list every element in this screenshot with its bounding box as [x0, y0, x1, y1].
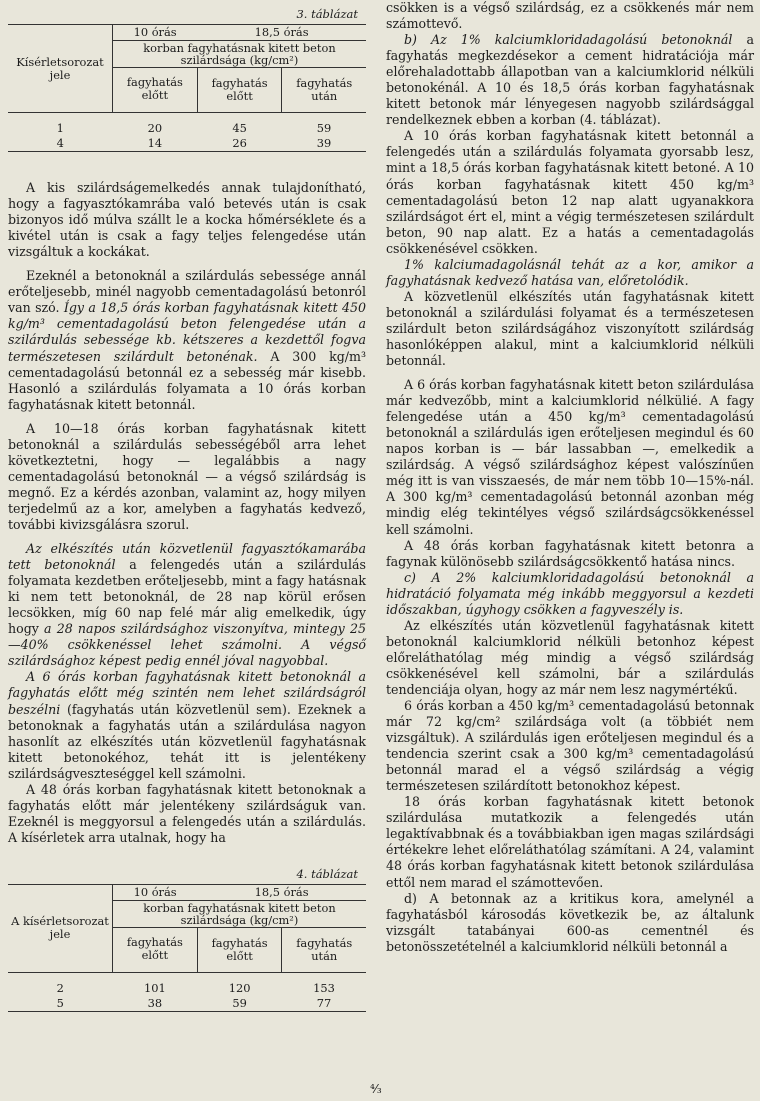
table-3-row-id: 1 [56, 121, 64, 136]
table-4-span-header: korban fagyhatásnak kitett beton szilárdsága (kg/cm²) [113, 900, 367, 927]
paragraph: Az elkészítés után közvetlenül fagyasztókamarába tett betonoknál a felengedés után a szilárdulás folyamata kezdetben erőteljesebb, mint a fagy hatásnak ki nem tett betonoknál, de 28 nap körül erősen lecsökken, míg 60 nap felé már alig emelkedik, úgy hogy a 28 napos szilárdsághoz viszonyítva, mintegy 25—40% csökkenéssel lehet számolni. A végső szilárdsághoz képest pedig ennél jóval nagyobbal. [8, 541, 366, 669]
paragraph: A 6 órás korban fagyhatásnak kitett betonoknál a fagyhatás előtt még szintén nem lehet szilárdságról beszélni (fagyhatás után közvetlenül sem). Ezeknek a betonoknak a fagyhatás után a szilárdulása nagyon hasonlít az elkészítés után közvetlenül fagyhatásnak kitett betonokéhoz, tehát itt is jelentékeny szilárdságveszteséggel kell számolni. [8, 669, 366, 781]
table-row [8, 981, 366, 996]
left-column [8, 0, 366, 1012]
table-3-sub3: fagyhatás után [282, 68, 366, 113]
paragraph: b) Az 1% kalciumkloridadagolású betonoknál a fagyhatás megkezdésekor a cement hidratációja már előrehaladottabb állapotban van a kalciumklorid nélküli betonokénál. A 10 és 18,5 órás korban fagyhatásnak kitett betonok már lényegesen nagyobb szilárdsággal rendelkeznek ebben a korban (4. táblázat). [386, 32, 754, 128]
table-4-sub3: fagyhatás után [282, 927, 366, 972]
table-4-caption: 4. táblázat [296, 866, 358, 881]
paragraph: csökken is a végső szilárdság, ez a csökkenés már nem számottevő. [386, 0, 754, 32]
paragraph: Az elkészítés után közvetlenül fagyhatásnak kitett betonoknál kalciumklorid nélküli betonhoz képest előreláthatólag még mindig a végső szilárdság csökkenésével kell számolni, bár a szilárdulás tendenciája olyan, hogy az már nem lesz nagymértékű. [386, 617, 754, 697]
table-3-cell: 45 [232, 121, 247, 136]
table-row [8, 996, 366, 1012]
paragraph: A 10 órás korban fagyhatásnak kitett betonnál a felengedés után a szilárdulás folyamata gyorsabb lesz, mint a 18,5 órás korban fagyhatásnak kitett betoné. A 10 órás korban fagyhatásnak kitett 450 kg/m³ cementadagolású beton 12 nap alatt ugyanakkora szilárdságot ért el, mint a végig természetesen szilárdult beton, 90 nap alatt. Ez a hatás a cementadagolás csökkenésével csökken. [386, 128, 754, 256]
table-3-span-header: korban fagyhatásnak kitett beton szilárdsága (kg/cm²) [113, 41, 367, 68]
table-4-cell: 38 [113, 996, 198, 1012]
table-3-caption: 3. táblázat [296, 7, 358, 21]
table-row [8, 136, 366, 152]
paragraph: A közvetlenül elkészítés után fagyhatásnak kitett betonoknál a szilárdulási folyamat és a természetesen szilárdult beton szilárdságához viszonyított szilárdság hasonlóképpen alakul, mint a kalciumklorid nélküli betonnál. [386, 288, 754, 369]
paragraph: A 6 órás korban fagyhatásnak kitett beton szilárdulása már kedvezőbb, mint a kalciumklorid nélkülié. A fagy felengedése után a 450 kg/m³ cementadagolású betonoknál a szilárdulás igen erőteljesen megindul és 60 napos korban is — bár lassabban —, emelkedik a szilárdság. A végső szilárdsághoz képest valószínűen még itt is van visszaesés, de már nem több 10—15%-nál. A 300 kg/m³ cementadagolású betonnál azonban még mindig elég tekintélyes végső szilárdságcsökkenéssel kell számolni. [386, 377, 754, 537]
table-3-sub1: fagyhatás előtt [113, 68, 198, 113]
paragraph: Ezeknél a betonoknál a szilárdulás sebessége annál erőteljesebb, minél nagyobb cementadagolású betonról van szó. Így a 18,5 órás korban fagyhatásnak kitett 450 kg/m³ cementadagolású beton felengedése után a szilárdulás sebessége kb. kétszeres a kezdettől fogva természetesen szilárdult betonénak. A 300 kg/m³ cementadagolású betonnál ez a sebesség már kisebb. Hasonló a szilárdulás folyamata a 10 órás korban fagyhatásnak kitett betonnál. [8, 268, 366, 412]
table-4-row-id: 2 [56, 980, 64, 995]
paragraph: A 10—18 órás korban fagyhatásnak kitett betonoknál a szilárdulás sebességéből arra lehet következtetni, hogy — legalábbis a nagy cementadagolású betonoknál — a végső szilárdság is megnő. Ez a kérdés azonban, valamint az, hogy milyen terjedelmű az a kor, amelyben a fagyhatás kedvező, további kivizsgálásra szorul. [8, 420, 366, 532]
right-column [386, 0, 754, 955]
table-3-group-b: 18,5 órás [197, 25, 366, 41]
table-3-cell: 14 [113, 136, 198, 152]
table-3 [8, 24, 366, 152]
table-4-cell: 153 [313, 980, 335, 995]
table-3-sub2: fagyhatás előtt [197, 68, 282, 113]
table-3-group-a: 10 órás [113, 25, 198, 41]
page-mark: ⁴⁄₃ [370, 1082, 382, 1096]
paragraph: 6 órás korban a 450 kg/m³ cementadagolású betonnak már 72 kg/cm² szilárdsága volt (a többiét nem vizsgáltuk). A szilárdulás igen erőteljesen megindul és a tendencia szerint csak a 300 kg/m³ cementadagolású betonnál marad el a végső szilárdság a végig természetesen szilárdított betonokhoz képest. [386, 698, 754, 794]
paragraph: 18 órás korban fagyhatásnak kitett betonok szilárdulása mutatkozik a felengedés után legaktívabbnak és a továbbiakban igen magas szilárdsági értékekre lehet előreláthatólag számítani. A 24, valamint 48 órás korban fagyhatásnak kitett betonok szilárdulása ettől nem marad el számottevően. [386, 794, 754, 890]
table-row [8, 121, 366, 136]
table-3-cell: 20 [147, 121, 163, 136]
table-3-row-id: 4 [8, 136, 113, 152]
table-4-cell: 59 [197, 996, 282, 1012]
table-3-cell: 39 [282, 136, 366, 152]
table-3-cell: 59 [316, 121, 332, 136]
table-4-sub2: fagyhatás előtt [197, 927, 282, 972]
table-4-sub1: fagyhatás előtt [113, 927, 198, 972]
paragraph: c) A 2% kalciumkloridadagolású betonoknál a hidratáció folyamata még inkább meggyorsul a kezdeti időszakban, úgyhogy csökken a fagyveszély is. [386, 569, 754, 617]
table-4-row-id: 5 [8, 996, 113, 1012]
paragraph: A kis szilárdságemelkedés annak tulajdonítható, hogy a fagyasztókamrába való betevés után is csak bizonyos idő múlva szállt le a kocka hőmérséklete és a kivétel után is csak a fagy teljes felengedése után vizsgáltuk a kockákat. [8, 180, 366, 260]
table-4-cell: 101 [143, 980, 166, 995]
table-4-group-a: 10 órás [113, 884, 198, 900]
table-4-stub-header: A kísérletsorozat jele [8, 884, 113, 972]
table-4-cell: 120 [228, 980, 251, 995]
paragraph: A 48 órás korban fagyhatásnak kitett betonoknak a fagyhatás előtt már jelentékeny szilárdságuk van. Ezeknél is meggyorsul a felengedés után a szilárdulás. A kísérletek arra utalnak, hogy ha [8, 781, 366, 845]
table-4-group-b: 18,5 órás [197, 884, 366, 900]
paragraph: 1% kalciumadagolásnál tehát az a kor, amikor a fagyhatásnak kedvező hatása van, előretolódik. [386, 256, 754, 288]
table-3-cell: 26 [197, 136, 282, 152]
table-4 [8, 884, 366, 1012]
paragraph: A 48 órás korban fagyhatásnak kitett betonra a fagynak különösebb szilárdságcsökkentő hatása nincs. [386, 537, 754, 569]
table-4-cell: 77 [282, 996, 366, 1012]
table-3-stub-header: Kísérletsorozat jele [8, 25, 113, 113]
paragraph: d) A betonnak az a kritikus kora, amelynél a fagyhatásból károsodás következik be, az általunk vizsgált tatabányai 600-as cementnél és betonösszetételnél a kalciumklorid nélküli betonnál a [386, 890, 754, 954]
